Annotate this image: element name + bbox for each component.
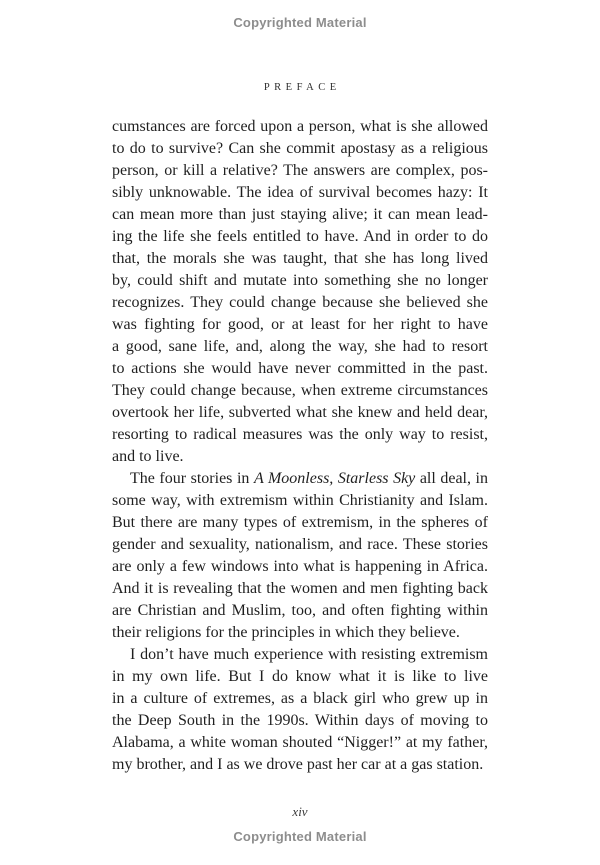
text-line bbox=[112, 380, 488, 402]
text-segment: recognizes. They could change because she believed she bbox=[112, 294, 488, 311]
text-segment: can mean more than just staying alive; it can mean lead- bbox=[112, 206, 488, 223]
paragraph bbox=[112, 116, 488, 468]
text-segment: person, or kill a relative? The answers are complex, pos- bbox=[112, 162, 488, 179]
text-line bbox=[112, 314, 488, 336]
text-line bbox=[112, 468, 488, 490]
text-line bbox=[112, 270, 488, 292]
copyright-notice-bottom: Copyrighted Material bbox=[233, 829, 367, 844]
text-segment: to do to survive? Can she commit apostasy as a religious bbox=[112, 140, 488, 157]
paragraph bbox=[112, 468, 488, 644]
page-number: xiv bbox=[292, 804, 308, 819]
text-segment: that, the morals she was taught, that she has long lived bbox=[112, 250, 488, 267]
text-segment: all deal, in bbox=[415, 470, 488, 487]
preface-heading: PREFACE bbox=[263, 82, 341, 93]
text-line bbox=[112, 622, 488, 644]
text-line bbox=[112, 446, 488, 468]
text-line bbox=[112, 182, 488, 204]
text-segment: sibly unknowable. The idea of survival becomes hazy: It bbox=[112, 184, 488, 201]
text-line bbox=[112, 490, 488, 512]
text-segment: Alabama, a white woman shouted “Nigger!” at my father, bbox=[112, 734, 488, 751]
text-segment: their religions for the principles in which they believe. bbox=[112, 624, 460, 641]
text-segment: some way, with extremism within Christianity and Islam. bbox=[112, 492, 488, 509]
text-segment: And it is revealing that the women and men fighting back bbox=[112, 580, 488, 597]
text-segment: I don’t have much experience with resisting extremism bbox=[130, 646, 488, 663]
text-line bbox=[112, 248, 488, 270]
text-line bbox=[112, 336, 488, 358]
text-line bbox=[112, 732, 488, 754]
text-segment: to actions she would have never committed in the past. bbox=[112, 360, 488, 377]
text-line bbox=[112, 116, 488, 138]
text-segment: are Christian and Muslim, too, and often fighting within bbox=[112, 602, 488, 619]
body-text bbox=[112, 116, 488, 776]
book-title-italic: A Moonless, Starless Sky bbox=[253, 470, 416, 487]
paragraph bbox=[112, 644, 488, 776]
text-line bbox=[112, 710, 488, 732]
text-line bbox=[112, 160, 488, 182]
text-segment: overtook her life, subverted what she knew and held dear, bbox=[112, 404, 488, 421]
text-line bbox=[112, 534, 488, 556]
text-segment: resorting to radical measures was the only way to resist, bbox=[112, 426, 488, 443]
text-segment: The four stories in bbox=[130, 470, 254, 487]
text-line bbox=[112, 578, 488, 600]
text-line bbox=[112, 138, 488, 160]
text-line bbox=[112, 556, 488, 578]
text-segment: the Deep South in the 1990s. Within days of moving to bbox=[112, 712, 488, 729]
text-segment: cumstances are forced upon a person, what is she allowed bbox=[112, 118, 488, 135]
copyright-notice-top: Copyrighted Material bbox=[233, 15, 367, 30]
text-segment: ing the life she feels entitled to have. And in order to do bbox=[112, 228, 488, 245]
text-segment: But there are many types of extremism, in the spheres of bbox=[112, 514, 488, 531]
text-line bbox=[112, 644, 488, 666]
text-segment: gender and sexuality, nationalism, and race. These stories bbox=[112, 536, 488, 553]
text-line bbox=[112, 424, 488, 446]
text-segment: in my own life. But I do know what it is like to live bbox=[112, 668, 488, 685]
text-segment: my brother, and I as we drove past her car at a gas station. bbox=[112, 756, 484, 773]
text-line bbox=[112, 754, 488, 776]
text-line bbox=[112, 512, 488, 534]
text-line bbox=[112, 226, 488, 248]
text-line bbox=[112, 358, 488, 380]
text-line bbox=[112, 292, 488, 314]
text-line bbox=[112, 402, 488, 424]
text-line bbox=[112, 688, 488, 710]
text-segment: They could change because, when extreme circumstances bbox=[112, 382, 488, 399]
text-line bbox=[112, 204, 488, 226]
text-segment: by, could shift and mutate into something she no longer bbox=[112, 272, 488, 289]
text-segment: are only a few windows into what is happening in Africa. bbox=[112, 558, 488, 575]
text-line bbox=[112, 666, 488, 688]
text-line bbox=[112, 600, 488, 622]
text-segment: and to live. bbox=[112, 448, 184, 465]
text-segment: in a culture of extremes, as a black girl who grew up in bbox=[112, 690, 488, 707]
text-segment: a good, sane life, and, along the way, she had to resort bbox=[112, 338, 488, 355]
text-segment: was fighting for good, or at least for her right to have bbox=[112, 316, 488, 333]
